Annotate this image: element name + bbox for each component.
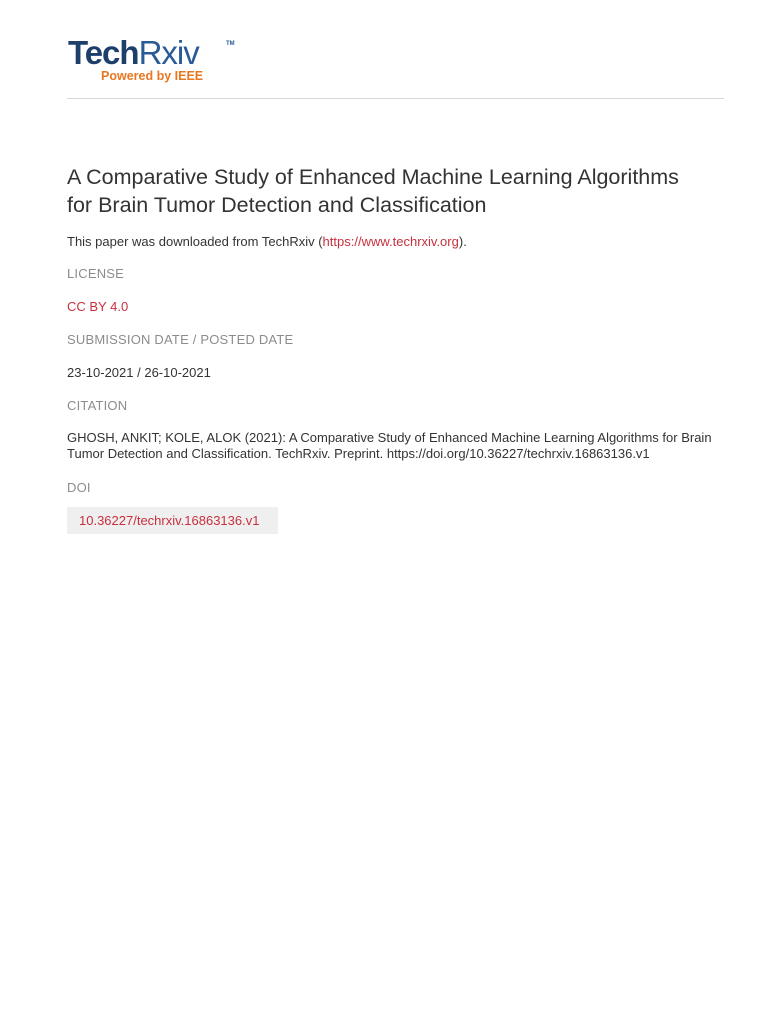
techrxiv-link[interactable]: https://www.techrxiv.org [322,234,459,249]
logo-trademark: TM [226,41,235,47]
doi-box[interactable] [67,507,278,534]
citation-label: CITATION [67,398,128,413]
dates-label: SUBMISSION DATE / POSTED DATE [67,332,294,347]
doi-link[interactable]: 10.36227/techrxiv.16863136.v1 [79,513,260,528]
download-note-prefix: This paper was downloaded from TechRxiv ( [67,234,323,249]
download-note [67,234,467,250]
license-label: LICENSE [67,266,125,281]
logo-wordmark [68,36,199,70]
header-divider [67,98,724,99]
dates-value: 23-10-2021 / 26-10-2021 [67,365,211,380]
paper-title: A Comparative Study of Enhanced Machine Learning Algorithms for Brain Tumor Detection and Classification [67,165,679,217]
logo-tech-text: Tech [68,34,139,71]
techrxiv-logo[interactable] [68,36,268,88]
logo-powered-by: Powered by IEEE [101,69,204,83]
download-note-suffix: ). [458,234,467,249]
license-value [67,299,128,315]
doi-label: DOI [67,480,91,495]
license-link[interactable]: CC BY 4.0 [67,299,129,314]
citation-text: GHOSH, ANKIT; KOLE, ALOK (2021): A Comparative Study of Enhanced Machine Learning Algorithms for Brain Tumor Detection and Classification. TechRxiv. Preprint. https://doi.org/10.36227/techrxiv.16863136.v1 [67,430,712,461]
logo-rxiv-text: Rxiv [138,34,199,71]
